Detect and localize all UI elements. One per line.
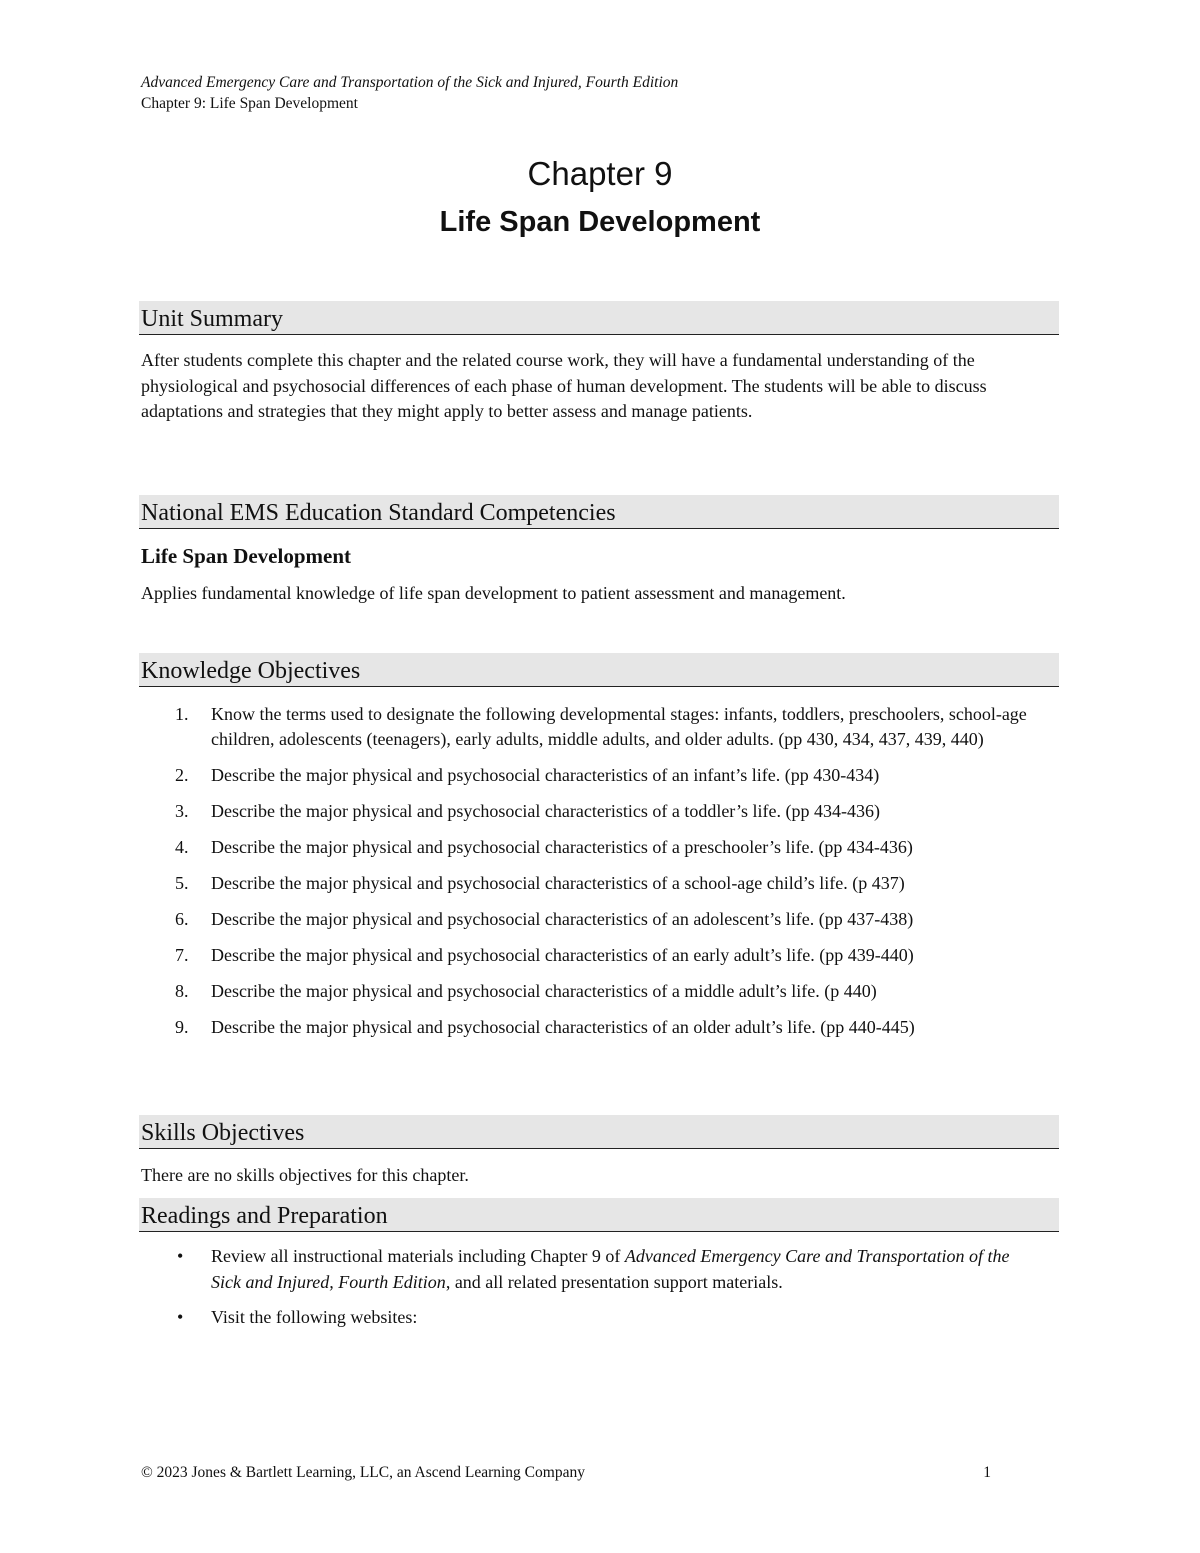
section-heading-readings: Readings and Preparation	[139, 1198, 1059, 1232]
header-book-title: Advanced Emergency Care and Transportation of the Sick and Injured, Fourth Edition	[141, 74, 679, 91]
list-item-number: 1.	[175, 704, 189, 724]
section-heading-skills-objectives: Skills Objectives	[139, 1115, 1059, 1149]
list-item-number: 8.	[175, 981, 189, 1001]
header-chapter-ref: Chapter 9: Life Span Development	[141, 95, 358, 112]
list-item	[141, 979, 1061, 1004]
skills-objectives-paragraph: There are no skills objectives for this chapter.	[141, 1165, 469, 1185]
list-item-text: Describe the major physical and psychosocial characteristics of a toddler’s life. (pp 434-436)	[211, 801, 880, 821]
section-heading-knowledge-objectives: Knowledge Objectives	[139, 653, 1059, 687]
list-item	[141, 763, 1061, 788]
readings-book-title: Advanced Emergency Care and Transportation of the Sick and Injured, Fourth Edition	[211, 1246, 1010, 1292]
list-item	[141, 871, 1061, 896]
bullet-icon: •	[177, 1246, 184, 1266]
list-item	[141, 835, 1061, 860]
list-item-number: 9.	[175, 1017, 189, 1037]
knowledge-objectives-list	[141, 702, 1061, 1051]
readings-text-before: Review all instructional materials including Chapter 9 of	[211, 1246, 625, 1266]
readings-list	[141, 1244, 1041, 1341]
list-item-text: Know the terms used to designate the following developmental stages: infants, toddlers, preschoolers, school-age children, adolescents (teenagers), early adults, middle adults, and older adults. (pp 430, 434, 437, 439, 440)	[211, 704, 1027, 749]
list-item	[141, 799, 1061, 824]
list-item-text: Describe the major physical and psychosocial characteristics of a preschooler’s life. (pp 434-436)	[211, 837, 913, 857]
list-item-number: 5.	[175, 873, 189, 893]
list-item-number: 6.	[175, 909, 189, 929]
chapter-number-title: Chapter 9	[527, 155, 673, 192]
list-item	[141, 943, 1061, 968]
unit-summary-paragraph: After students complete this chapter and the related course work, they will have a fundamental understanding of the physiological and psychosocial differences of each phase of human development. The students will be able to discuss adaptations and strategies that they might apply to better assess and manage patients.	[141, 350, 987, 421]
footer-page-number: 1	[983, 1464, 991, 1481]
list-item	[141, 907, 1061, 932]
chapter-subtitle: Life Span Development	[439, 206, 761, 238]
list-item	[141, 702, 1061, 752]
list-item-text: Describe the major physical and psychosocial characteristics of a middle adult’s life. (p 440)	[211, 981, 877, 1001]
list-item	[141, 1305, 1041, 1331]
bullet-icon: •	[177, 1307, 184, 1327]
section-heading-unit-summary: Unit Summary	[139, 301, 1059, 335]
running-header	[141, 72, 678, 114]
list-item-number: 4.	[175, 837, 189, 857]
list-item-text: Describe the major physical and psychosocial characteristics of an early adult’s life. (pp 439-440)	[211, 945, 914, 965]
list-item-text: Describe the major physical and psychosocial characteristics of an older adult’s life. (pp 440-445)	[211, 1017, 915, 1037]
list-item-text: Describe the major physical and psychosocial characteristics of an adolescent’s life. (pp 437-438)	[211, 909, 914, 929]
list-item-text: Describe the major physical and psychosocial characteristics of a school-age child’s life. (p 437)	[211, 873, 905, 893]
list-item-number: 2.	[175, 765, 189, 785]
list-item-text: Describe the major physical and psychosocial characteristics of an infant’s life. (pp 430-434)	[211, 765, 880, 785]
list-item	[141, 1015, 1061, 1040]
list-item-number: 7.	[175, 945, 189, 965]
list-item-number: 3.	[175, 801, 189, 821]
readings-text-after: , and all related presentation support materials.	[445, 1271, 783, 1292]
readings-websites-text: Visit the following websites:	[211, 1307, 418, 1327]
chapter-heading	[0, 152, 1200, 241]
list-item	[141, 1244, 1041, 1295]
section-heading-competencies: National EMS Education Standard Competencies	[139, 495, 1059, 529]
footer-copyright: © 2023 Jones & Bartlett Learning, LLC, an Ascend Learning Company	[141, 1464, 585, 1481]
competency-paragraph: Applies fundamental knowledge of life span development to patient assessment and management.	[141, 583, 846, 603]
competency-subheading: Life Span Development	[141, 544, 351, 568]
